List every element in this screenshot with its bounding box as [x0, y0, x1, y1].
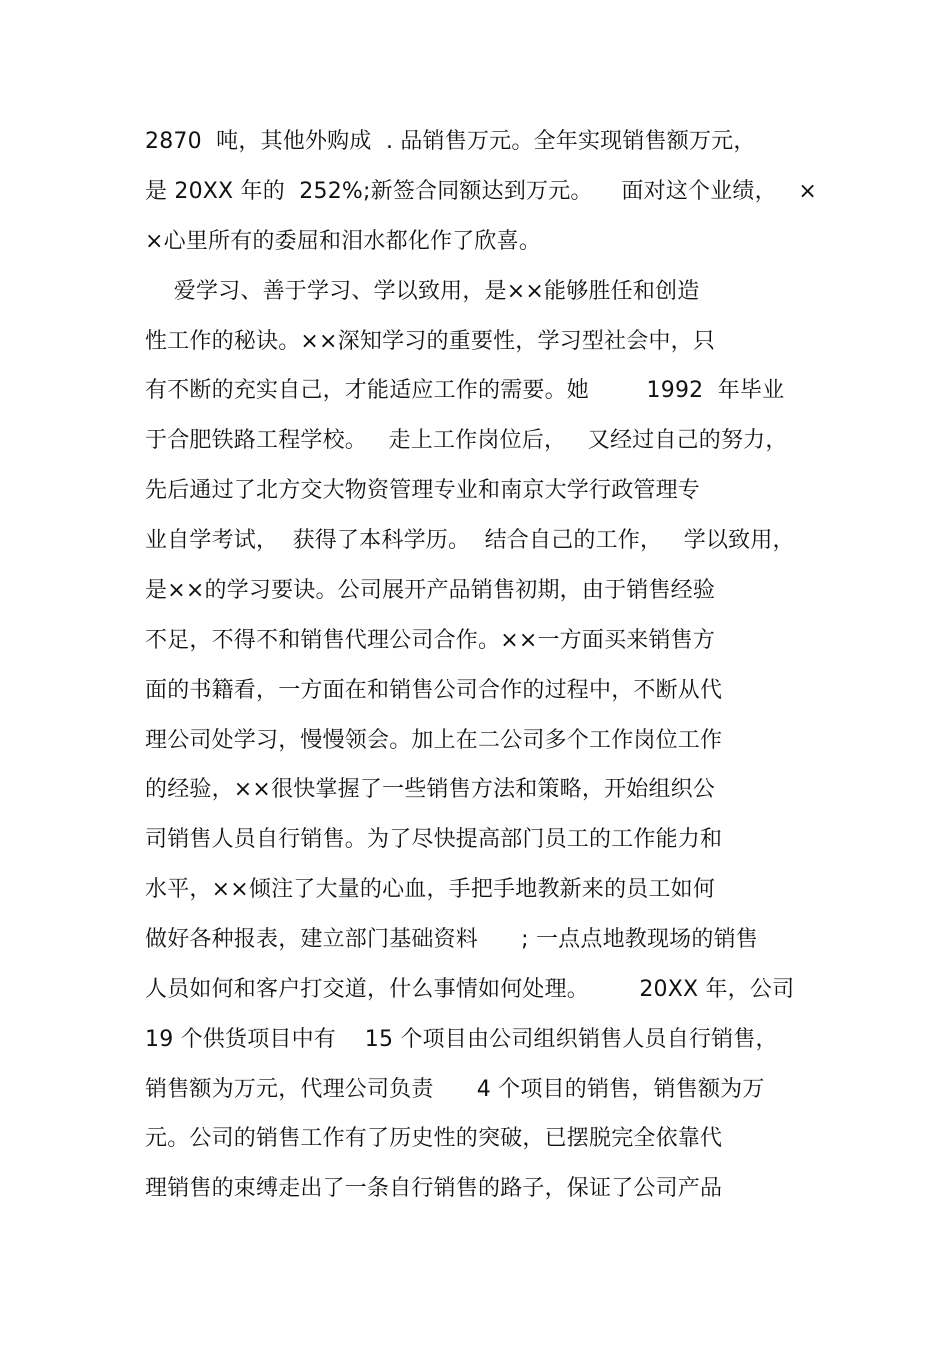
text-line: 司销售人员自行销售。为了尽快提高部门员工的工作能力和 [145, 827, 723, 852]
text-line: 的经验，××很快掌握了一些销售方法和策略，开始组织公 [145, 777, 716, 802]
text-line: 面的书籍看，一方面在和销售公司合作的过程中，不断从代 [145, 678, 723, 703]
text-line: 2870 吨，其他外购成 . 品销售万元。全年实现销售额万元， [145, 129, 756, 154]
text-line: 先后通过了北方交大物资管理专业和南京大学行政管理专 [145, 478, 701, 503]
text-line: 元。公司的销售工作有了历史性的突破，已摆脱完全依靠代 [145, 1126, 723, 1151]
text-line: 19 个供货项目中有 15 个项目由公司组织销售人员自行销售， [145, 1027, 778, 1052]
text-line: 理公司处学习，慢慢领会。加上在二公司多个工作岗位工作 [145, 728, 723, 753]
text-line: 理销售的束缚走出了一条自行销售的路子，保证了公司产品 [145, 1176, 723, 1201]
text-line: 爱学习、善于学习、学以致用，是××能够胜任和创造 [145, 279, 700, 304]
text-line: ×心里所有的委屈和泪水都化作了欣喜。 [145, 229, 542, 254]
text-line: 人员如何和客户打交道，什么事情如何处理。 20XX 年，公司 [145, 977, 795, 1002]
text-line: 是 20XX 年的 252%;新签合同额达到万元。 面对这个业绩， × [145, 179, 818, 204]
text-line: 做好各种报表，建立部门基础资料 ; 一点点地教现场的销售 [145, 927, 758, 952]
text-line: 销售额为万元，代理公司负责 4 个项目的销售，销售额为万 [145, 1077, 765, 1102]
text-line: 性工作的秘诀。××深知学习的重要性，学习型社会中，只 [145, 329, 716, 354]
text-line: 于合肥铁路工程学校。 走上工作岗位后， 又经过自己的努力， [145, 428, 788, 453]
text-line: 不足，不得不和销售代理公司合作。××一方面买来销售方 [145, 628, 716, 653]
text-line: 水平，××倾注了大量的心血，手把手地教新来的员工如何 [145, 877, 716, 902]
text-line: 是××的学习要诀。公司展开产品销售初期，由于销售经验 [145, 578, 716, 603]
text-line: 业自学考试， 获得了本科学历。 结合自己的工作， 学以致用， [145, 528, 795, 553]
text-line: 有不断的充实自己，才能适应工作的需要。她 1992 年毕业 [145, 378, 785, 403]
